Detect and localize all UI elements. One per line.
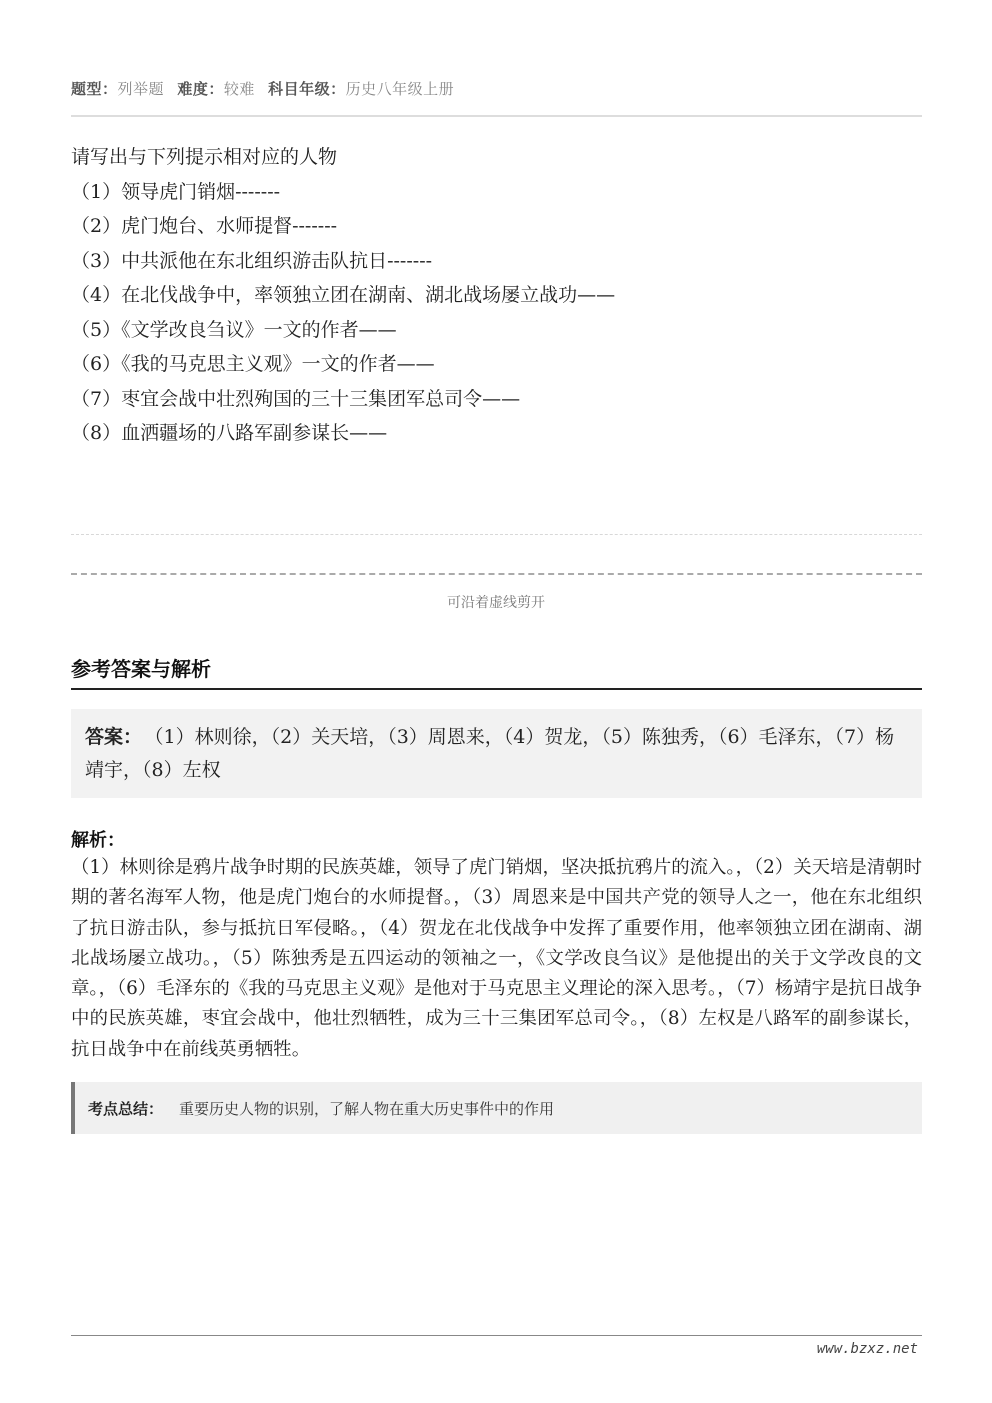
answer-label: 答案： [85,726,143,748]
question-item: （4）在北伐战争中，率领独立团在湖南、湖北战场屡立战功—— [71,284,616,306]
question-item: （5）《文学改良刍议》一文的作者—— [71,318,397,341]
question-item: （1）领导虎门销烟------- [71,180,281,203]
question-title: 请写出与下列提示相对应的人物 [71,146,338,168]
cut-line-light [71,534,922,535]
difficulty-value: 较难 [223,80,255,98]
footer-divider [71,1335,922,1336]
answer-text: （1）林则徐，（2）关天培，（3）周恩来，（4）贺龙，（5）陈独秀，（6）毛泽东，（7）杨靖宇，（8）左权 [85,726,895,781]
question-body [71,140,615,451]
question-item: （3）中共派他在东北组织游击队抗日------- [71,249,433,272]
difficulty-label: 难度： [177,80,224,98]
meta-divider [71,115,922,117]
question-item: （6）《我的马克思主义观》一文的作者—— [71,353,435,375]
question-meta [71,78,454,99]
summary-text: 重要历史人物的识别，了解人物在重大历史事件中的作用 [179,1099,555,1118]
footer-url: www.bzxz.net [816,1341,918,1357]
answer-box [71,709,922,798]
type-value: 列举题 [117,80,165,98]
summary-box [71,1082,922,1134]
summary-label: 考点总结： [88,1099,164,1118]
cut-line [71,573,922,575]
analysis-text: （1）林则徐是鸦片战争时期的民族英雄，领导了虎门销烟，坚决抵抗鸦片的流入。，（2）关天培是清朝时期的著名海军人物，他是虎门炮台的水师提督。，（3）周恩来是中国共产党的领导人之一，他在东北组织了抗日游击队，参与抵抗日军侵略。，（4）贺龙在北伐战争中发挥了重要作用，他率领独立团在湖南、湖北战场屡立战功。，（5）陈独秀是五四运动的领袖之一，《文学改良刍议》是他提出的关于文学改良的文章。，（6）毛泽东的《我的马克思主义观》是他对于马克思主义理论的深入思考。，（7）杨靖宇是抗日战争中的民族英雄，枣宜会战中，他壮烈牺牲，成为三十三集团军总司令。，（8）左权是八路军的副参谋长，抗日战争中在前线英勇牺牲。 [71,857,922,1060]
question-item: （2）虎门炮台、水师提督------- [71,215,338,237]
subject-label: 科目年级： [268,80,346,98]
cut-hint: 可沿着虚线剪开 [447,595,545,611]
type-label: 题型： [71,80,118,98]
answer-section-title: 参考答案与解析 [71,657,211,681]
analysis-label: 解析： [71,830,125,851]
question-item: （7）枣宜会战中壮烈殉国的三十三集团军总司令—— [71,387,521,410]
question-item: （8）血洒疆场的八路军副参谋长—— [71,422,388,444]
subject-value: 历史八年级上册 [345,80,455,98]
section-divider [71,688,922,690]
